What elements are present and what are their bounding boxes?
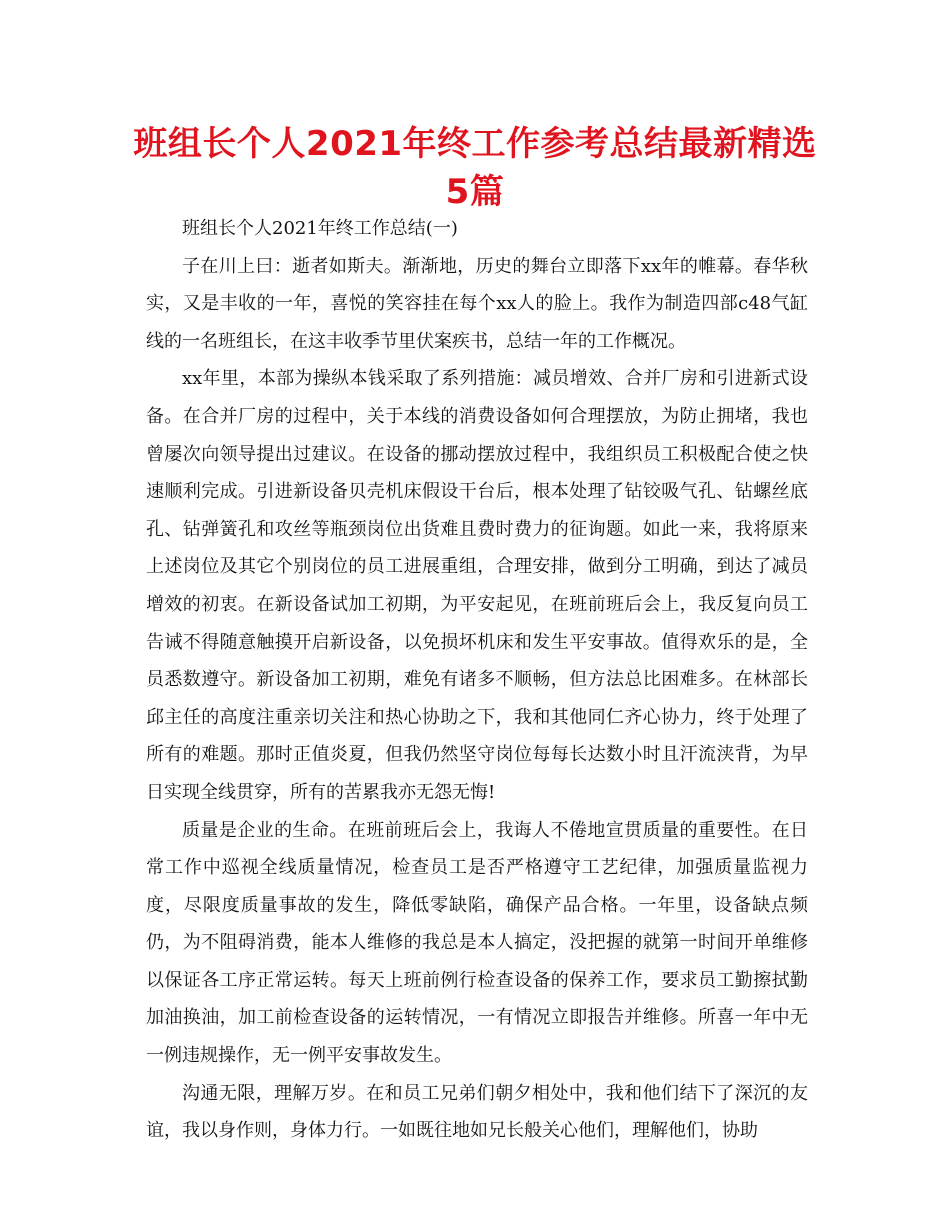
paragraph: xx年里，本部为操纵本钱采取了系列措施：减员增效、合并厂房和引进新式设备。在合并厂房的过程中，关于本线的消费设备如何合理摆放，为防止拥堵，我也曾屡次向领导提出过建议。在设备的挪动摆放过程中，我组织员工积极配合使之快速顺利完成。引进新设备贝壳机床假设干台后，根本处理了钻铰吸气孔、钻螺丝底孔、钻弹簧孔和攻丝等瓶颈岗位出货难且费时费力的征询题。如此一来，我将原来上述岗位及其它个别岗位的员工进展重组，合理安排，做到分工明确，到达了减员增效的初衷。在新设备试加工初期，为平安起见，在班前班后会上，我反复向员工告诫不得随意触摸开启新设备，以免损坏机床和发生平安事故。值得欢乐的是，全员悉数遵守。新设备加工初期，难免有诸多不顺畅，但方法总比困难多。在林部长邱主任的高度注重亲切关注和热心协助之下，我和其他同仁齐心协力，终于处理了所有的难题。那时正值炎夏，但我仍然坚守岗位每每长达数小时且汗流浃背，为早日实现全线贯穿，所有的苦累我亦无怨无悔! <box>146 368 808 803</box>
paragraph: 子在川上曰：逝者如斯夫。渐渐地，历史的舞台立即落下xx年的帷幕。春华秋实，又是丰收的一年，喜悦的笑容挂在每个xx人的脸上。我作为制造四部c48气缸线的一名班组长，在这丰收季节里伏案疾书，总结一年的工作概况。 <box>146 255 808 352</box>
paragraph: 沟通无限，理解万岁。在和员工兄弟们朝夕相处中，我和他们结下了深沉的友谊，我以身作则，身体力行。一如既往地如兄长般关心他们，理解他们，协助 <box>146 1082 808 1142</box>
document-title: 班组长个人2021年终工作参考总结最新精选5篇 <box>133 124 817 212</box>
paragraph: 质量是企业的生命。在班前班后会上，我诲人不倦地宣贯质量的重要性。在日常工作中巡视全线质量情况，检查员工是否严格遵守工艺纪律，加强质量监视力度，尽限度质量事故的发生，降低零缺陷，确保产品合格。一年里，设备缺点频仍，为不阻碍消费，能本人维修的我总是本人搞定，没把握的就第一时间开单维修以保证各工序正常运转。每天上班前例行检查设备的保养工作，要求员工勤擦拭勤加油换油，加工前检查设备的运转情况，一有情况立即报告并维修。所喜一年中无一例违规操作，无一例平安事故发生。 <box>146 819 808 1067</box>
section-heading: 班组长个人2021年终工作总结(一) <box>182 218 458 239</box>
document-body <box>146 210 808 1150</box>
